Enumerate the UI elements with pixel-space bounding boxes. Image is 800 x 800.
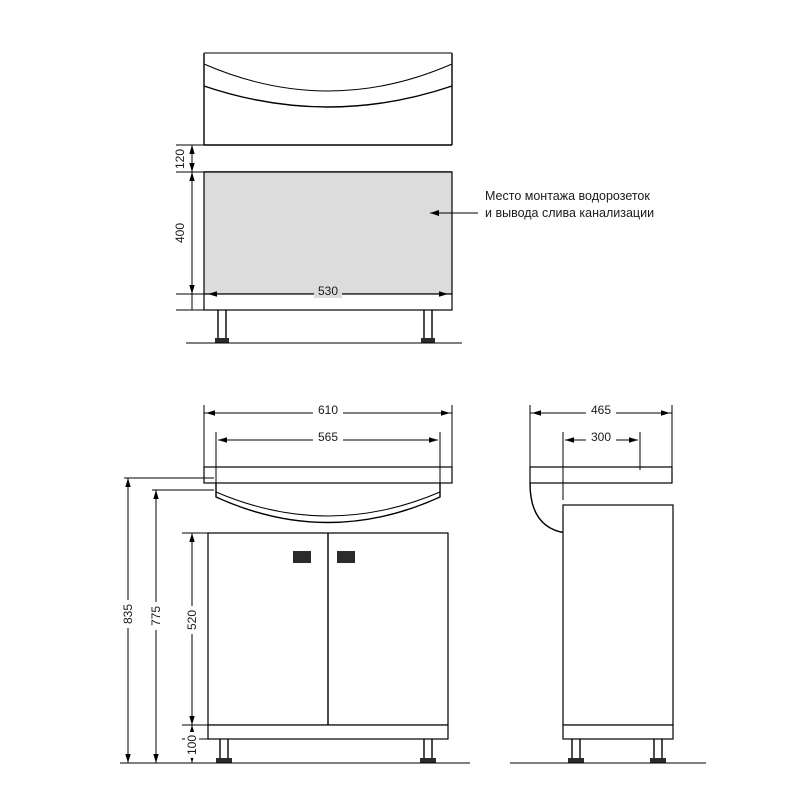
dim-label-300: 300: [586, 430, 616, 444]
installation-note-line-2: и вывода слива канализации: [485, 206, 655, 220]
installation-note-line-1: Место монтажа водорозеток: [485, 189, 650, 203]
dim-label-610: 610: [313, 403, 343, 417]
dim-label-100: 100: [185, 732, 199, 758]
rear-view-group: [176, 53, 478, 343]
dim-label-835: 835: [121, 600, 135, 628]
dim-label-775: 775: [149, 602, 163, 630]
installation-note: [485, 188, 654, 222]
front-view-legs: [216, 739, 436, 763]
front-view-group: [120, 405, 470, 763]
handle-left: [293, 551, 311, 563]
dim-label-400: 400: [173, 222, 187, 244]
rear-view-legs: [215, 310, 435, 343]
dim-label-530: 530: [314, 284, 342, 298]
dim-label-465: 465: [586, 403, 616, 417]
dim-label-565: 565: [313, 430, 343, 444]
side-view-legs: [568, 739, 666, 763]
dim-label-120: 120: [173, 148, 187, 170]
side-view-group: [510, 405, 706, 763]
handle-right: [337, 551, 355, 563]
dim-label-520: 520: [185, 606, 199, 634]
